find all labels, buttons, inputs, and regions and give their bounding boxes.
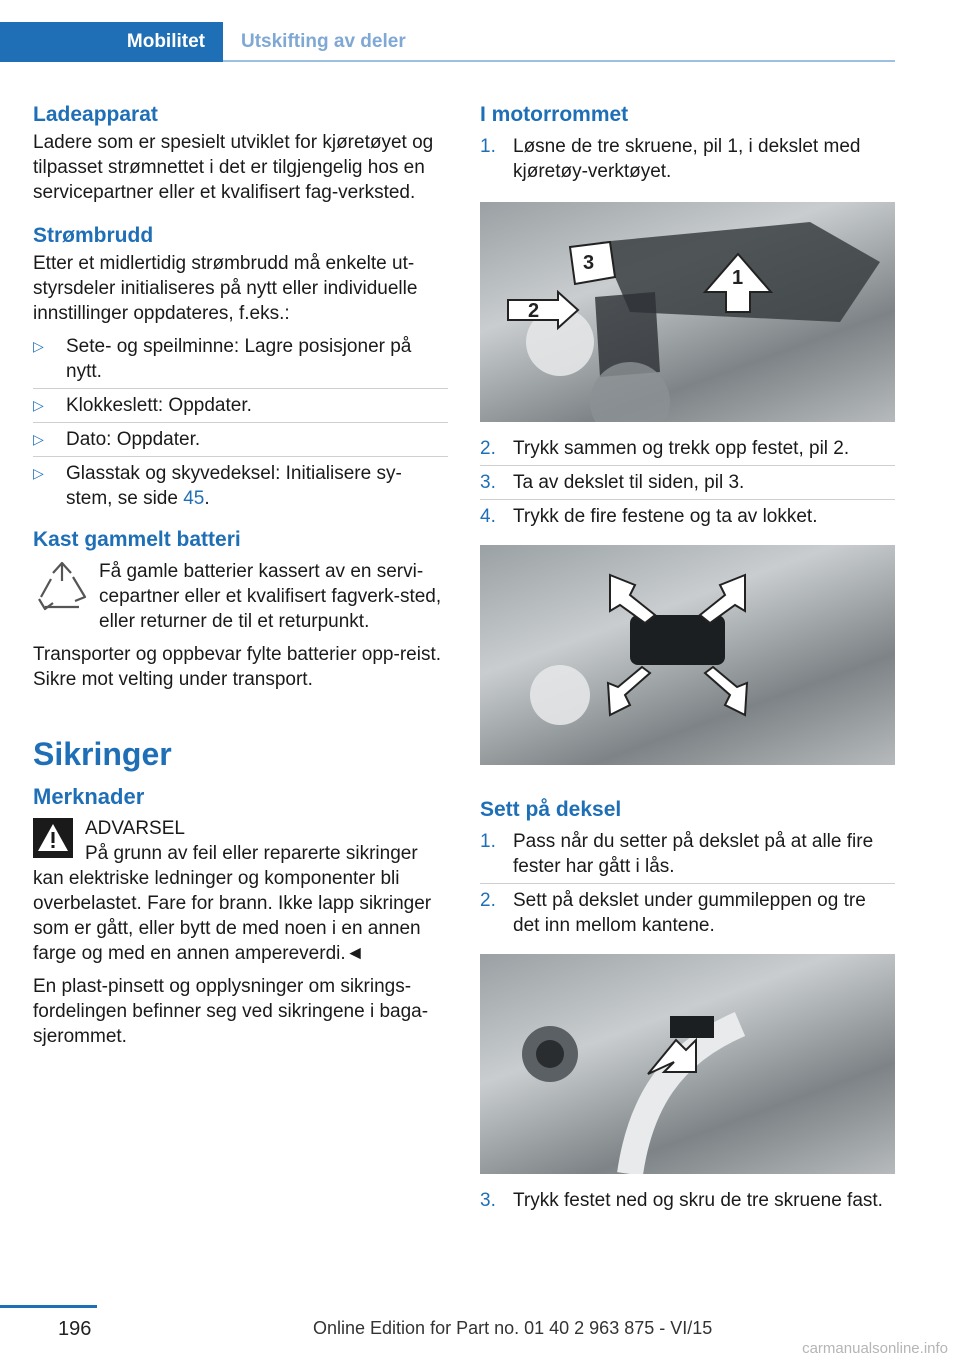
warning-label: ADVARSEL <box>85 818 185 839</box>
triangle-bullet-icon: ▷ <box>33 397 44 413</box>
footer-divider <box>0 1305 97 1308</box>
heading-sikringer: Sikringer <box>33 736 172 772</box>
list-item: ▷ Sete- og speilminne: Lagre posisjoner på nytt. <box>33 330 448 389</box>
photo-label-3: 3 <box>583 252 595 274</box>
step-item: 2. Sett på dekslet under gummileppen og tre det inn mellom kantene. <box>480 890 866 936</box>
step-item: 3. Ta av dekslet til siden, pil 3. <box>480 466 895 500</box>
tab-mobilitet[interactable]: Mobilitet <box>0 22 223 62</box>
recycle-icon <box>33 559 99 622</box>
edition-text: Online Edition for Part no. 01 40 2 963 875 - VI/15 <box>313 1318 713 1338</box>
step-item: 1. Løsne de tre skruene, pil 1, i dekslet med kjøretøy-verktøyet. <box>480 136 861 182</box>
warning-text: På grunn av feil eller reparerte sikringer kan elektriske ledninger og komponenter bli overbelastet. Fare for brann. Ikke lapp sikringer som er gått, eller bytt de med noen i en annen farge og med en annen ampereverdi.◄ <box>33 843 432 964</box>
text-transport: Transporter og oppbevar fylte batterier opp-reist. Sikre mot velting under transport. <box>33 644 441 690</box>
warning-icon <box>33 818 73 863</box>
right-column <box>480 100 895 1217</box>
list-item: ▷ Glasstak og skyvedeksel: Initialisere sy-stem, se side 45. <box>33 463 402 509</box>
list-item: ▷ Dato: Oppdater. <box>33 423 448 457</box>
text-pinsett: En plast-pinsett og opplysninger om sikrings-fordelingen befinner seg ved sikringene i baga-sjerommet. <box>33 976 429 1047</box>
photo-label-1: 1 <box>732 267 744 289</box>
heading-merknader: Merknader <box>33 784 145 809</box>
triangle-bullet-icon: ▷ <box>33 431 44 447</box>
tab-utskifting-av-deler[interactable]: Utskifting av deler <box>241 31 406 52</box>
step-item: 4. Trykk de fire festene og ta av lokket. <box>480 506 818 527</box>
left-column <box>33 100 448 1049</box>
watermark: carmanualsonline.info <box>802 1340 948 1357</box>
engine-cover-photo-1 <box>480 202 895 422</box>
heading-strombrudd: Strømbrudd <box>33 224 154 247</box>
strombrudd-list <box>33 330 448 515</box>
text-ladeapparat: Ladere som er spesielt utviklet for kjøretøyet og tilpasset strømnettet i det er tilgjengelig hos en servicepartner eller et kvalifisert fag-verksted. <box>33 132 434 203</box>
list-item: ▷ Klokkeslett: Oppdater. <box>33 389 448 423</box>
heading-ladeapparat: Ladeapparat <box>33 103 158 126</box>
triangle-bullet-icon: ▷ <box>33 338 44 354</box>
text-strombrudd: Etter et midlertidig strømbrudd må enkelte ut-styrsdeler initialiseres på nytt eller individuelle innstillinger oppdateres, f.eks.: <box>33 253 418 324</box>
step-item: 2. Trykk sammen og trekk opp festet, pil 2. <box>480 432 895 466</box>
triangle-bullet-icon: ▷ <box>33 465 44 481</box>
heading-kast-gammelt-batteri: Kast gammelt batteri <box>33 528 241 551</box>
engine-cover-photo-2 <box>480 545 895 765</box>
header-divider <box>223 60 895 62</box>
heading-sett-pa-deksel: Sett på deksel <box>480 798 622 821</box>
step-item: 1. Pass når du setter på dekslet på at alle fire fester har gått i lås. <box>480 825 895 884</box>
photo-label-2: 2 <box>528 300 540 322</box>
page-link-45[interactable]: 45 <box>183 488 205 509</box>
page-number: 196 <box>58 1318 92 1340</box>
step-item: 3. Trykk festet ned og skru de tre skruene fast. <box>480 1190 883 1211</box>
heading-i-motorrommet: I motorrommet <box>480 103 629 126</box>
text-kast: Få gamle batterier kassert av en servi-cepartner eller et kvalifisert fagverk-sted, eller returner de til et returpunkt. <box>99 561 442 632</box>
engine-cover-photo-3 <box>480 954 895 1174</box>
